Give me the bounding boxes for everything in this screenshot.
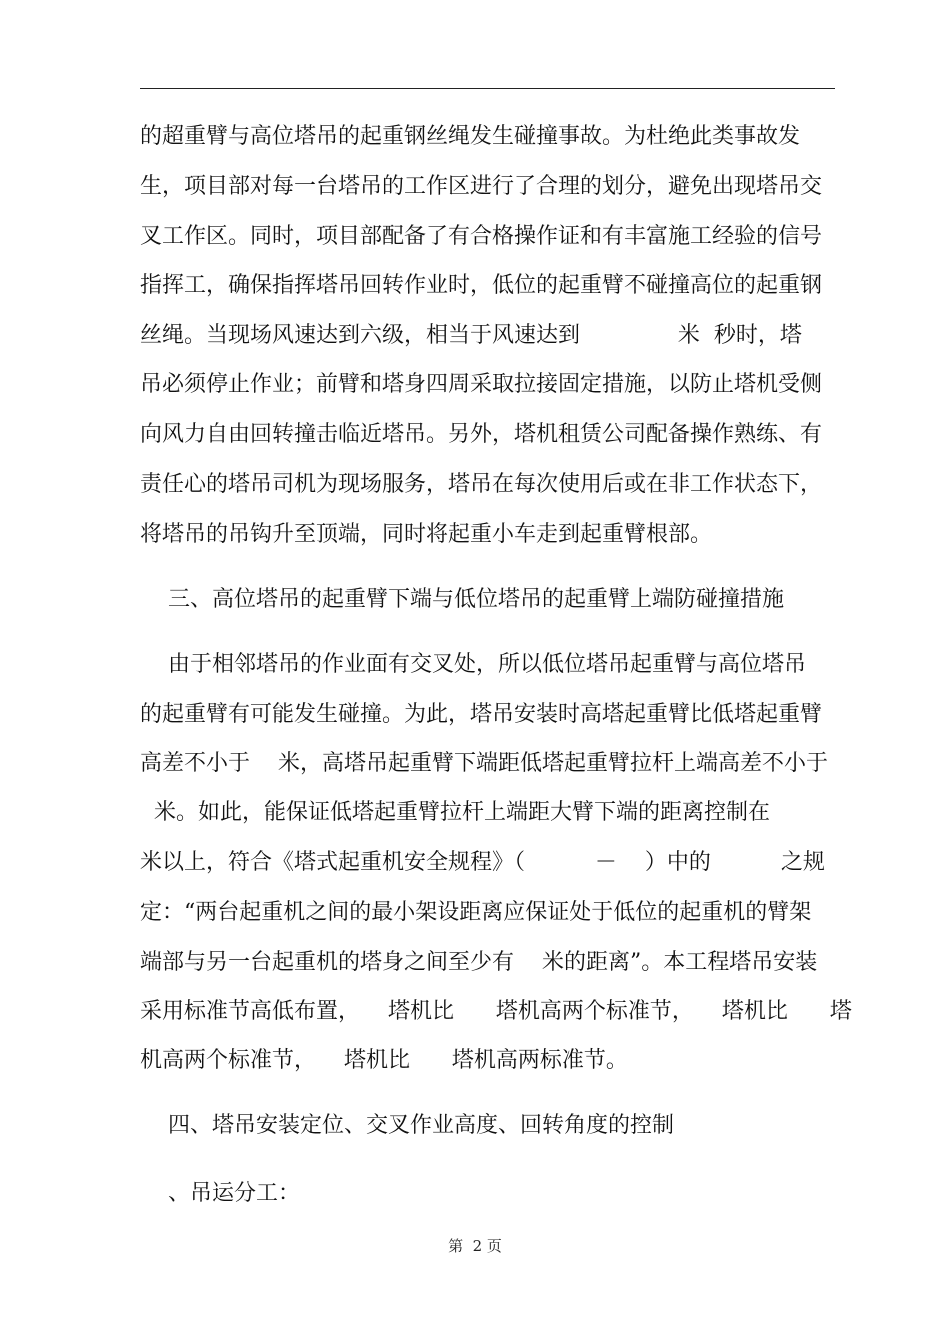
body-line-13: 米。如此，能保证低塔起重臂拉杆上端距大臂下端的距离控制在 — [140, 800, 770, 825]
header-rule — [140, 88, 835, 89]
body-line-2: 生，项目部对每一台塔吊的工作区进行了合理的划分，避免出现塔吊交 — [140, 174, 823, 199]
body-line-18: 机高两个标准节， 塔机比 塔机高两标准节。 — [140, 1048, 628, 1073]
body-line-7: 向风力自由回转撞击临近塔吊。另外，塔机租赁公司配备操作熟练、有 — [140, 422, 823, 447]
body-line-10: 由于相邻塔吊的作业面有交叉处，所以低位塔吊起重臂与高位塔吊 — [140, 652, 806, 677]
body-line-12: 高差不小于 米，高塔吊起重臂下端距低塔起重臂拉杆上端高差不小于 — [140, 751, 828, 776]
body-line-4: 指挥工，确保指挥塔吊回转作业时，低位的起重臂不碰撞高位的起重钢 — [140, 273, 823, 298]
body-line-11: 的起重臂有可能发生碰撞。为此，塔吊安装时高塔起重臂比低塔起重臂 — [140, 702, 823, 727]
body-line-17: 采用标准节高低布置， 塔机比 塔机高两个标准节， 塔机比 塔 — [140, 999, 852, 1024]
body-line-14: 米以上，符合《塔式起重机安全规程》（ － ）中的 之规 — [140, 850, 825, 875]
body-line-16: 端部与另一台起重机的塔身之间至少有 米的距离”。本工程塔吊安装 — [140, 950, 818, 975]
body-line-5: 丝绳。当现场风速达到六级，相当于风速达到 米 秒时，塔 — [140, 323, 802, 348]
page-number: 第 2 页 — [448, 1237, 502, 1255]
body-line-15: 定：“两台起重机之间的最小架设距离应保证处于低位的起重机的臂架 — [140, 900, 812, 925]
body-line-8: 责任心的塔吊司机为现场服务，塔吊在每次使用后或在非工作状态下， — [140, 472, 823, 497]
body-line-6: 吊必须停止作业；前臂和塔身四周采取拉接固定措施，以防止塔机受侧 — [140, 372, 823, 397]
body-line-1: 的超重臂与高位塔吊的起重钢丝绳发生碰撞事故。为杜绝此类事故发 — [140, 124, 801, 149]
body-line-3: 叉工作区。同时，项目部配备了有合格操作证和有丰富施工经验的信号 — [140, 224, 823, 249]
section-heading-3: 三、高位塔吊的起重臂下端与低位塔吊的起重臂上端防碰撞措施 — [140, 587, 784, 612]
body-line-9: 将塔吊的吊钩升至顶端，同时将起重小车走到起重臂根部。 — [140, 522, 713, 547]
subsection-heading: 、吊运分工： — [140, 1181, 300, 1206]
section-heading-4: 四、塔吊安装定位、交叉作业高度、回转角度的控制 — [140, 1113, 674, 1138]
